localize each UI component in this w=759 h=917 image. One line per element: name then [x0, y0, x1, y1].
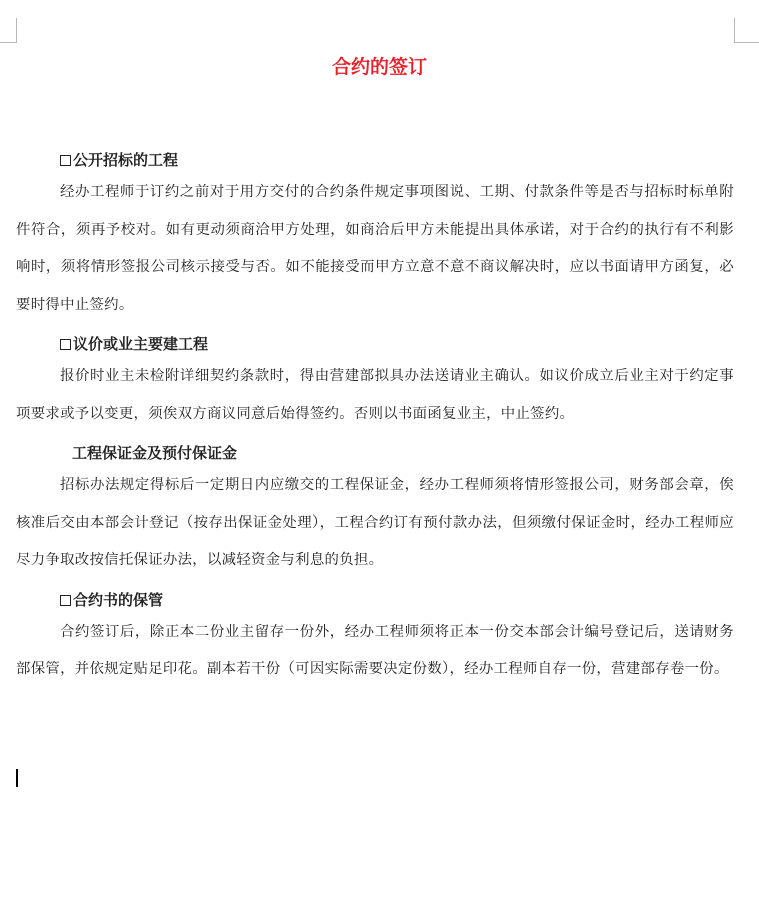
- document-title: 合约的签订: [331, 56, 427, 78]
- checkbox-icon: [60, 155, 71, 166]
- section-paragraph: 报价时业主未检附详细契约条款时，得由营建部拟具办法送请业主确认。如议价成立后业主对于约定事项要求或予以变更，须俟双方商议同意后始得签约。否则以书面函复业主，中止签约。: [16, 368, 734, 422]
- checkbox-icon: [60, 595, 71, 606]
- section-paragraph: 经办工程师于订约之前对于用方交付的合约条件规定事项图说、工期、付款条件等是否与招标时标单附件符合，须再予校对。如有更动须商洽甲方处理，如商洽后甲方未能提出具体承诺，对于合约的执行有不利影响时，须将情形签报公司核示接受与否。如不能接受而甲方立意不意不商议解决时，应以书面请甲方函复，必要时得中止签约。: [16, 184, 734, 313]
- section-contract-custody: [16, 586, 734, 689]
- section-heading: [16, 146, 734, 174]
- section-paragraph: 合约签订后，除正本二份业主留存一份外，经办工程师须将正本一份交本部会计编号登记后，送请财务部保管，并依规定贴足印花。副本若干份（可因实际需要决定份数），经办工程师自存一份，营建部存卷一份。: [16, 623, 734, 677]
- document-body[interactable]: [16, 146, 734, 689]
- margin-corner-top-left: [0, 18, 17, 43]
- section-paragraph: 招标办法规定得标后一定期日内应缴交的工程保证金，经办工程师须将情形签报公司，财务部会章，俟核准后交由本部会计登记（按存出保证金处理），工程合约订有预付款办法，但须缴付保证金时，经办工程师应尽力争取改按信托保证办法，以减轻资金与利息的负担。: [16, 477, 734, 568]
- section-public-tender: [16, 146, 734, 324]
- section-heading-text: 合约书的保管: [73, 590, 164, 609]
- section-negotiated-project: [16, 330, 734, 433]
- section-heading: [16, 439, 734, 467]
- section-heading-text: 公开招标的工程: [73, 151, 179, 169]
- section-heading: [16, 586, 734, 614]
- checkbox-icon: [60, 339, 71, 350]
- margin-corner-top-right: [734, 18, 759, 43]
- text-cursor: [16, 769, 18, 787]
- section-heading-text: 议价或业主要建工程: [73, 335, 209, 353]
- section-heading: [16, 330, 734, 358]
- section-heading-text: 工程保证金及预付保证金: [72, 444, 238, 462]
- section-deposit: [16, 439, 734, 580]
